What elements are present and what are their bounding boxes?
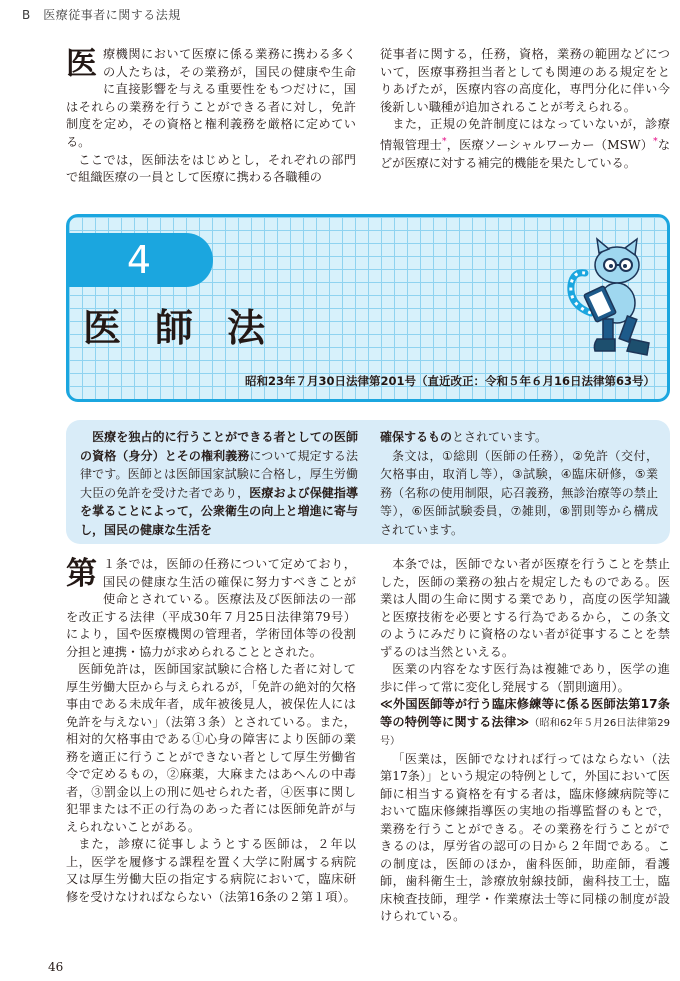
- body-paragraph-1: 第 １条では，医師の任務について定めており，国民の健康な生活の確保に努力すべきことが使命とされている。医療法及び医師法の一部を改正する法律（平成30年７月25日法律第79号）により，国や医療機関の管理者，学術団体等の役割分担と連携・協力が求められることとされた。: [66, 556, 356, 659]
- intro-dropcap: 医: [66, 46, 97, 82]
- summary-paragraph-2: 確保するものとされています。: [380, 430, 548, 444]
- body-paragraph-5: 医業の内容をなす医行為は複雑であり，医学の進歩に伴って常に変化し発展する（罰則適用）。: [380, 662, 670, 694]
- chapter-banner: [66, 214, 670, 402]
- chapter-title: 医師法: [83, 306, 300, 350]
- summary-paragraph-1: 医療を独占的に行うことができる者としての医師の資格（身分）とその権利義務について規定する法律です。医師とは医師国家試験に合格し，厚生労働大臣の免許を受けた者であり，医療および保健指導を掌ることによって，公衆衛生の向上と増進に寄与し，国民の健康な生活を: [80, 430, 358, 537]
- intro-paragraph-3: 従事者に関する，任務，資格，業務の範囲などについて，医療事務担当者としても関連のある規定をとりあげたが，医療内容の高度化，専門分化に伴い今後新しい職種が追加されることが考えられる。: [380, 47, 670, 114]
- law-promulgation-date: 昭和23年７月30日法律第201号（直近改正：令和５年６月16日法律第63号）: [244, 374, 655, 388]
- intro-left-column: [66, 46, 356, 187]
- summary-right-column: [380, 428, 658, 540]
- summary-left-column: [80, 428, 358, 540]
- body-paragraph-4: 本条では，医師でない者が医療を行うことを禁止した，医師の業務の独占を規定したものである。医業は人間の生命に関する業であり，高度の医学知識と医療技術を必要とする行為であるから，この条文のようにみだりに資格のない者が従事することを禁ずるのは当然といえる。: [380, 557, 670, 659]
- body-right-column: [380, 556, 670, 926]
- running-header: B 医療従事者に関する法規: [22, 8, 181, 22]
- intro-right-column: [380, 46, 670, 172]
- page-number: 46: [48, 960, 64, 974]
- footnote-mark: *: [442, 136, 447, 147]
- body-paragraph-3: また，診療に従事しようとする医師は，２年以上，医学を履修する課程を置く大学に附属する病院又は厚生労働大臣の指定する病院において，臨床研修を受けなければならない（法第16条の２第１項）。: [66, 837, 356, 904]
- body-dropcap: 第: [66, 556, 97, 592]
- special-law-date: （昭和62年５月26日法律第29号）: [380, 717, 670, 747]
- intro-paragraph-4: また，正規の免許制度にはなっていないが，診療情報管理士*，医療ソーシャルワーカー（MSW）*などが医療に対する補完的機能を果たしている。: [380, 117, 671, 170]
- intro-paragraph-1: 医療機関において医療に係る業務に携わる多くの人たちは，その業務が，国民の健康や生命に直接影響を与える重要性をもつだけに，国はそれらの業務を行うことができる者に対し，免許制度を定め，その資格と権利義務を厳格に定めている。: [66, 46, 356, 149]
- footnote-mark: *: [653, 136, 658, 147]
- body-paragraph-2: 医師免許は，医師国家試験に合格した者に対して厚生労働大臣から与えられるが，「免許の絶対的欠格事由である未成年者，成年被後見人，被保佐人には免許を与えない」（法第３条）とされている。また，相対的欠格事由である①心身の障害により医師の業務を適正に行うことができない者として厚生労働省令で定めるもの，②麻薬，大麻またはあへんの中毒者，③罰金以上の刑に処せられた者，④医事に関し犯罪または不正の行為のあった者には医師免許が与えられないことがある。: [66, 662, 356, 834]
- chapter-summary-box: [66, 420, 670, 544]
- body-left-column: [66, 556, 356, 906]
- mascot-icon: [561, 235, 661, 365]
- chapter-number-tab: 4: [66, 233, 213, 287]
- body-paragraph-6: 「医業は，医師でなければ行ってはならない（法第17条）」という規定の特例として，外国において医師に相当する資格を有する者は，臨床修練病院等において臨床修練指導医の実地の指導監督のもとで，業務を行うことができる。その業務を行うことができるのは，厚労省の認可の日から２年間である。この制度は，医師のほか，歯科医師，助産師，看護師，歯科衛生士，診療放射線技師，歯科技工士，臨床検査技師，理学・作業療法士等に同様の制度が設けられている。: [380, 751, 670, 923]
- intro-paragraph-2: ここでは，医師法をはじめとし，それぞれの部門で組織医療の一員として医療に携わる各職種の: [66, 152, 356, 185]
- summary-paragraph-3: 条文は，①総則（医師の任務），②免許（交付，欠格事由，取消し等），③試験，④臨床研修，⑤業務（名称の使用制限，応召義務，無診治療等の禁止等），⑥医師試験委員，⑦雑則，⑧罰則等から構成されています。: [380, 448, 658, 537]
- special-law-heading: ≪外国医師等が行う臨床修練等に係る医師法第17条等の特例等に関する法律≫（昭和62年５月26日法律第29号）: [380, 697, 670, 747]
